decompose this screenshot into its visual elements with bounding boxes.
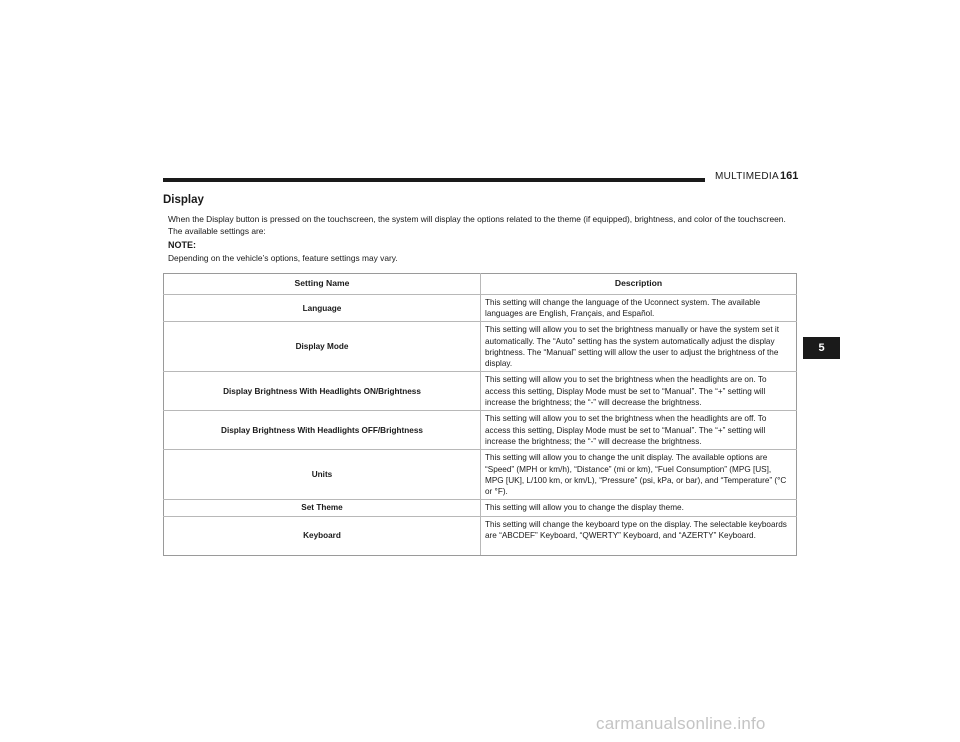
table-row [164, 372, 797, 411]
setting-name-cell: Set Theme [164, 500, 481, 516]
setting-description-cell: This setting will change the keyboard type on the display. The selectable keyboards are “ABCDEF” Keyboard, “QWERTY” Keyboard, and “AZERTY” Keyboard. [481, 516, 797, 555]
table-row [164, 295, 797, 322]
chapter-tab: 5 [803, 337, 840, 359]
table-header-row [164, 274, 797, 295]
table-row [164, 500, 797, 516]
intro-paragraph: When the Display button is pressed on the touchscreen, the system will display the options related to the theme (if equipped), brightness, and color of the touchscreen. The available settings are: [168, 214, 786, 236]
watermark: carmanualsonline.info [596, 714, 766, 733]
note-label: NOTE: [168, 240, 196, 250]
column-header-setting-name: Setting Name [164, 274, 481, 295]
setting-description-cell: This setting will allow you to set the brightness manually or have the system set it automatically. The “Auto” setting has the system automatically adjust the display brightness. The “Manual” setting will allow the user to adjust the brightness of the display. [481, 322, 797, 372]
table-row [164, 411, 797, 450]
table-row [164, 450, 797, 500]
setting-name-cell: Display Mode [164, 322, 481, 372]
table-row [164, 322, 797, 372]
setting-name-cell: Units [164, 450, 481, 500]
header-rule [163, 178, 705, 182]
setting-name-cell: Keyboard [164, 516, 481, 555]
header-section-title: MULTIMEDIA [715, 171, 779, 182]
column-header-description: Description [481, 274, 797, 295]
page-number: 161 [780, 170, 799, 182]
setting-name-cell: Display Brightness With Headlights ON/Brightness [164, 372, 481, 411]
setting-name-cell: Language [164, 295, 481, 322]
note-text: Depending on the vehicle’s options, feature settings may vary. [168, 253, 398, 263]
setting-description-cell: This setting will allow you to change the display theme. [481, 500, 797, 516]
setting-description-cell: This setting will allow you to change the unit display. The available options are “Speed” (MPH or km/h), “Distance” (mi or km), “Fuel Consumption” (MPG [US], MPG [UK], L/100 km, or km/L), “Pressure” (psi, kPa, or bar), and “Temperature” (°C or °F). [481, 450, 797, 500]
setting-description-cell: This setting will allow you to set the brightness when the headlights are off. To access this setting, Display Mode must be set to “Manual”. The “+” setting will increase the brightness; the “-” will decrease the brightness. [481, 411, 797, 450]
section-title: Display [163, 194, 204, 206]
setting-name-cell: Display Brightness With Headlights OFF/Brightness [164, 411, 481, 450]
settings-table [163, 273, 797, 556]
setting-description-cell: This setting will change the language of the Uconnect system. The available languages are English, Français, and Español. [481, 295, 797, 322]
setting-description-cell: This setting will allow you to set the brightness when the headlights are on. To access this setting, Display Mode must be set to “Manual”. The “+” setting will increase the brightness; the “-” will decrease the brightness. [481, 372, 797, 411]
table-row [164, 516, 797, 555]
